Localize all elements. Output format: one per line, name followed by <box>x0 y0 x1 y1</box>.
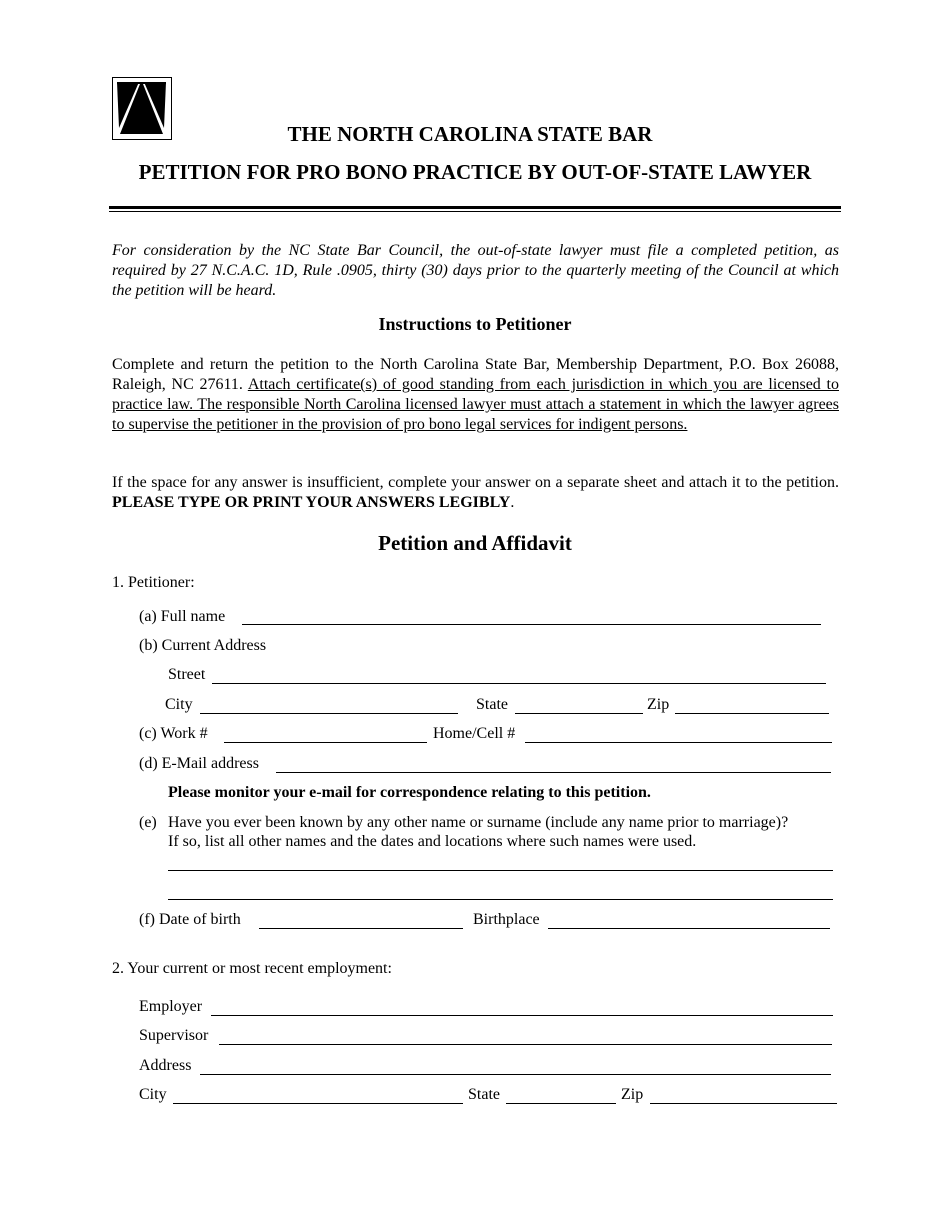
current-address-label: (b) Current Address <box>139 637 267 654</box>
date-of-birth-label: (f) Date of birth <box>139 911 241 928</box>
instructions-plain-text: Complete and return the petition to the North Carolina State Bar, Membership Department, P.O. Box 26088, Raleigh, NC 27611. <box>112 356 839 393</box>
instructions-heading: Instructions to Petitioner <box>378 314 572 334</box>
other-names-prefix: (e) <box>139 814 157 831</box>
home-cell-field[interactable] <box>525 742 832 743</box>
email-field[interactable] <box>276 772 831 773</box>
work-phone-label: (c) Work # <box>139 725 208 742</box>
supervisor-label: Supervisor <box>139 1027 209 1044</box>
title-rule-thin <box>109 211 841 212</box>
employer-zip-label: Zip <box>621 1086 644 1103</box>
intro-paragraph: For consideration by the NC State Bar Council, the out-of-state lawyer must file a completed petition, as required by 27 N.C.A.C. 1D, Rule .0905, thirty (30) days prior to the quarterly meeting of the Council at which the petition will be heard. <box>112 242 839 299</box>
title-rule-thick <box>109 206 841 209</box>
street-field[interactable] <box>212 683 826 684</box>
space-notice-end: . <box>510 494 515 511</box>
work-phone-field[interactable] <box>224 742 427 743</box>
full-name-field[interactable] <box>242 624 821 625</box>
employer-zip-field[interactable] <box>650 1103 837 1104</box>
state-field[interactable] <box>515 713 643 714</box>
zip-field[interactable] <box>675 713 829 714</box>
petition-heading: Petition and Affidavit <box>378 531 572 555</box>
full-name-label: (a) Full name <box>139 608 226 625</box>
space-notice-paragraph <box>112 473 839 513</box>
section-1-label: 1. Petitioner: <box>112 574 195 591</box>
state-label: State <box>476 696 508 713</box>
form-title: PETITION FOR PRO BONO PRACTICE BY OUT-OF-STATE LAWYER <box>138 160 812 184</box>
other-names-question-line1: Have you ever been known by any other name or surname (include any name prior to marriage)? <box>168 814 789 831</box>
org-title: THE NORTH CAROLINA STATE BAR <box>287 122 653 146</box>
employer-address-field[interactable] <box>200 1074 831 1075</box>
instructions-underlined-text: Attach certificate(s) of good standing from each jurisdiction in which you are licensed to practice law. The responsible North Carolina licensed lawyer must attach a statement in which the lawyer agrees to supervise the petitioner in the provision of pro bono legal services for indigent persons. <box>112 376 839 433</box>
employer-state-field[interactable] <box>506 1103 616 1104</box>
supervisor-field[interactable] <box>219 1044 832 1045</box>
type-or-print-notice: PLEASE TYPE OR PRINT YOUR ANSWERS LEGIBLY <box>112 494 511 511</box>
other-names-question-line2: If so, list all other names and the dates and locations where such names were used. <box>168 833 697 850</box>
other-names-field-2[interactable] <box>168 899 833 900</box>
employer-label: Employer <box>139 998 203 1015</box>
employer-field[interactable] <box>211 1015 833 1016</box>
zip-label: Zip <box>647 696 670 713</box>
space-notice-text: If the space for any answer is insufficient, complete your answer on a separate sheet and attach it to the petition. <box>112 474 839 491</box>
email-label: (d) E-Mail address <box>139 755 259 772</box>
date-of-birth-field[interactable] <box>259 928 463 929</box>
instructions-paragraph <box>112 355 839 435</box>
street-label: Street <box>168 666 206 683</box>
email-notice: Please monitor your e-mail for correspondence relating to this petition. <box>168 784 651 801</box>
section-2-label: 2. Your current or most recent employment: <box>112 960 392 977</box>
city-field[interactable] <box>200 713 458 714</box>
other-names-field-1[interactable] <box>168 870 833 871</box>
employer-city-label: City <box>139 1086 167 1103</box>
city-label: City <box>165 696 193 713</box>
home-cell-label: Home/Cell # <box>433 725 516 742</box>
birthplace-field[interactable] <box>548 928 830 929</box>
employer-address-label: Address <box>139 1057 192 1074</box>
birthplace-label: Birthplace <box>473 911 540 928</box>
employer-city-field[interactable] <box>173 1103 463 1104</box>
employer-state-label: State <box>468 1086 500 1103</box>
